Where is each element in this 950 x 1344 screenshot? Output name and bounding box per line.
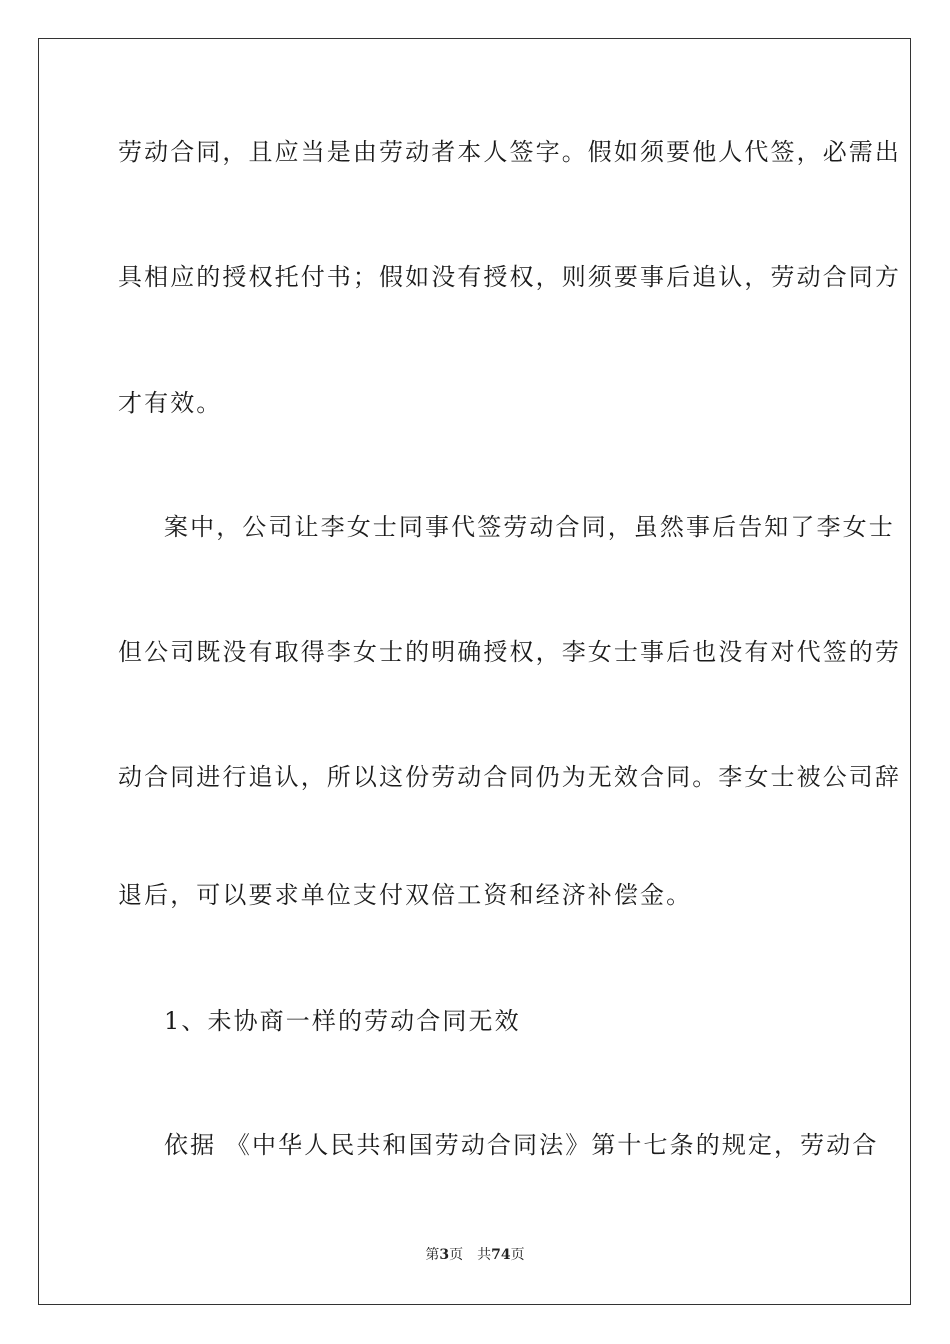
page-number: 3 <box>439 1247 450 1263</box>
total-label-suffix: 页 <box>510 1247 525 1263</box>
body-text-line: 才有效。 <box>118 389 223 417</box>
body-text-line: 劳动合同，且应当是由劳动者本人签字。假如须要他人代签，必需出 <box>118 138 901 166</box>
body-text-line: 动合同进行追认，所以这份劳动合同仍为无效合同。李女士被公司辞 <box>118 763 901 791</box>
page-label-prefix: 第 <box>425 1247 440 1263</box>
body-text-line: 具相应的授权托付书；假如没有授权，则须要事后追认，劳动合同方 <box>118 263 901 291</box>
total-pages: 74 <box>491 1247 511 1263</box>
total-label-prefix: 共 <box>477 1247 492 1263</box>
section-heading: 1、未协商一样的劳动合同无效 <box>164 1007 521 1035</box>
page-border <box>38 38 911 1305</box>
page-footer <box>0 1246 950 1264</box>
body-text-line: 案中，公司让李女士同事代签劳动合同，虽然事后告知了李女士 <box>164 513 895 541</box>
body-text-line: 但公司既没有取得李女士的明确授权，李女士事后也没有对代签的劳 <box>118 638 901 666</box>
page-label-suffix: 页 <box>449 1247 464 1263</box>
body-text-line: 依据 《中华人民共和国劳动合同法》第十七条的规定，劳动合 <box>164 1131 879 1159</box>
body-text-line: 退后，可以要求单位支付双倍工资和经济补偿金。 <box>118 881 693 909</box>
